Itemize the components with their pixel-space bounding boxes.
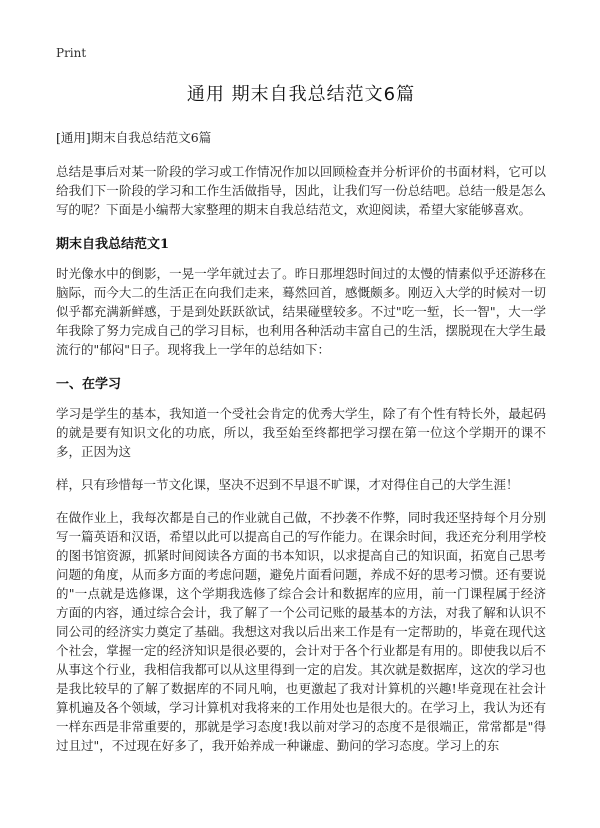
- document-subtitle: [通用]期末自我总结范文6篇: [56, 130, 212, 146]
- subsection-paragraph-3: 在做作业上，我每次都是自己的作业就自己做，不抄袭不作弊，同时我还坚持每个月分别写一篇英语和汉语，希望以此可以提高自己的写作能力。在课余时间，我还充分利用学校的图书馆资源，抓紧时间阅读各方面的书本知识，以求提高自己的知识面，拓宽自己思考问题的角度，从而多方面的考虑问题，避免片面看问题，养成不好的思考习惯。还有要说的"一点就是选修课，这个学期我选修了综合会计和数据库的应用，前一门课程属于经济方面的内容，通过综合会计，我了解了一个公司记账的最基本的方法，对我了解和认识不同公司的经济实力奠定了基础。我想这对我以后出来工作是有一定帮助的，毕竟在现代这个社会，掌握一定的经济知识是很必要的，会计对于各个行业都是有用的。即使我以后不从事这个行业，我相信我都可以从这里得到一定的启发。其次就是数据库，这次的学习也是我比较早的了解了数据库的不同凡响，也更激起了我对计算机的兴趣!毕竟现在社会计算机遍及各个领域，学习计算机对我将来的工作用处也是很大的。在学习上，我认为还有一样东西是非常重要的，那就是学习态度!我以前对学习的态度不是很端正，常常都是"得过且过"，不过现在好多了，我开始养成一种谦虚、勤问的学习态度。学习上的东: [56, 510, 546, 754]
- subsection-paragraph-2: 样，只有珍惜每一节文化课，坚决不迟到不早退不旷课，才对得住自己的大学生涯！: [56, 477, 519, 493]
- subsection-heading: 一、在学习: [56, 377, 122, 393]
- section-paragraph: 时光像水中的倒影，一晃一学年就过去了。昨日那埋怨时间过的太慢的情素似乎还游移在脑际，而今大二的生活正在向我们走来，蓦然回首，感慨颇多。刚迈入大学的时候对一切似乎都充满新鲜感，于是到处跃跃欲试，结果碰壁较多。不过"吃一堑，长一智"，大一学年我除了努力完成自己的学习目标，也利用各种活动丰富自己的生活，摆脱现在大学生最流行的"郁闷"日子。现将我上一学年的总结如下：: [56, 266, 546, 358]
- document-title: 通用 期末自我总结范文6篇: [186, 84, 416, 106]
- section-heading: 期末自我总结范文1: [56, 237, 170, 253]
- subsection-paragraph-1: 学习是学生的基本，我知道一个受社会肯定的优秀大学生，除了有个性有特长外，最起码的就是要有知识文化的功底，所以，我至始至终都把学习摆在第一位这个学期开的课不多，正因为这: [56, 406, 546, 460]
- intro-paragraph: 总结是事后对某一阶段的学习或工作情况作加以回顾检查并分析评价的书面材料，它可以给我们下一阶段的学习和工作生活做指导，因此，让我们写一份总结吧。总结一般是怎么写的呢？下面是小编帮大家整理的期末自我总结范文，欢迎阅读，希望大家能够喜欢。: [56, 164, 546, 218]
- print-link[interactable]: Print: [56, 46, 87, 60]
